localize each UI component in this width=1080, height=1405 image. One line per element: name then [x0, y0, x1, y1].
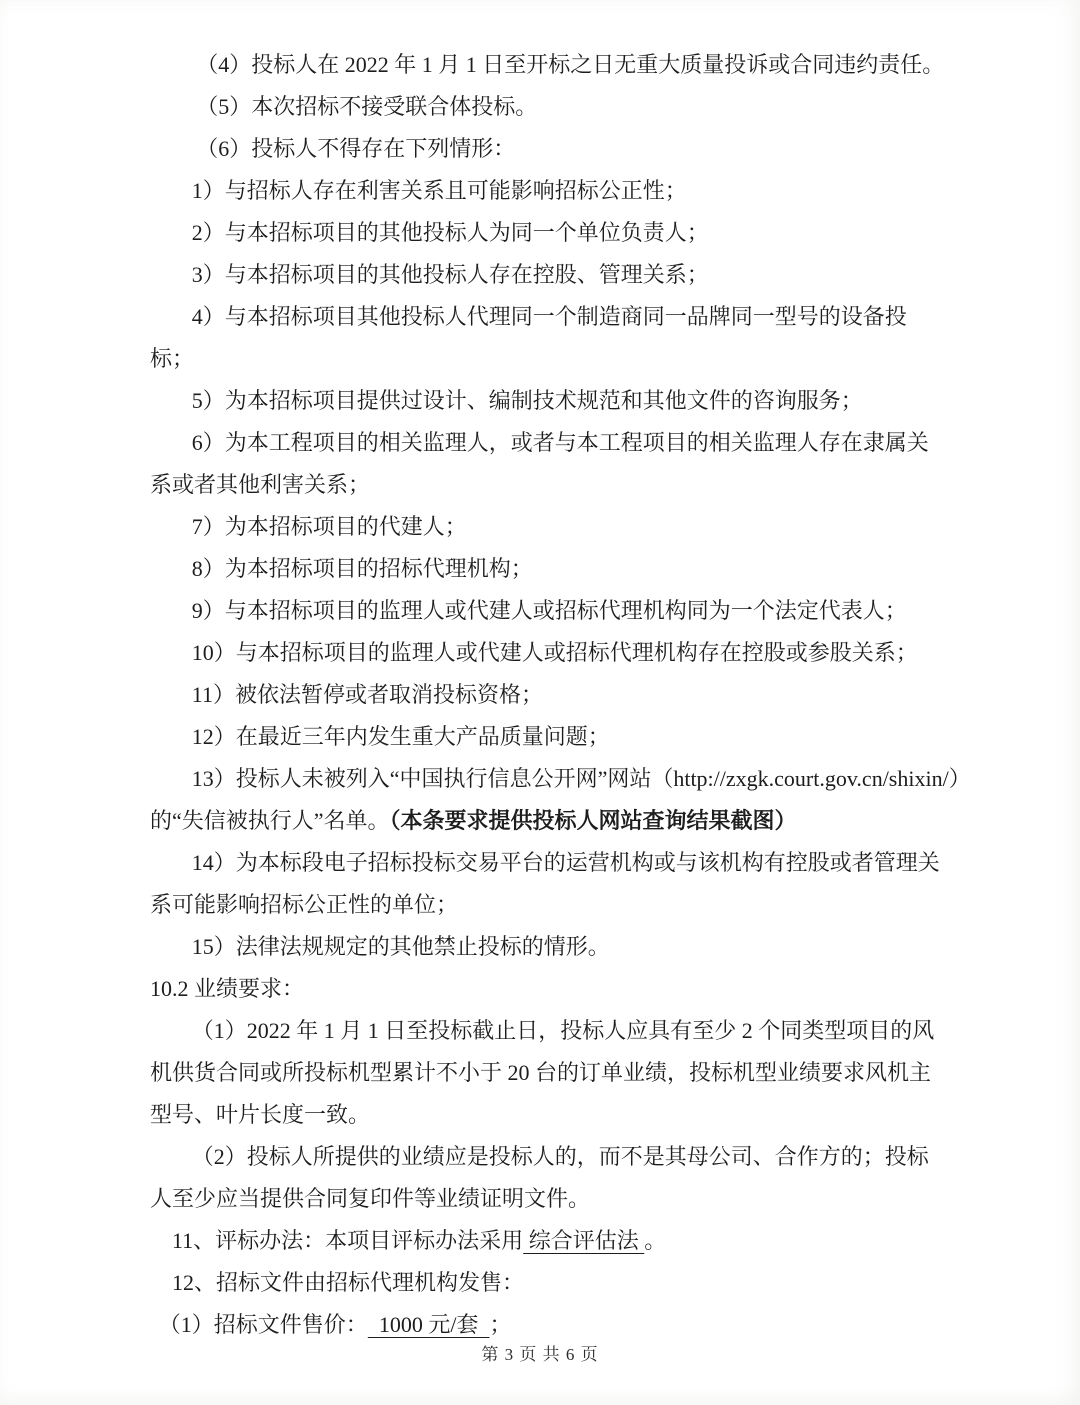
- text-run: 6）为本工程项目的相关监理人，或者与本工程项目的相关监理人存在隶属关系或者其他利害关系；: [150, 430, 929, 497]
- paragraph: [150, 716, 945, 758]
- text-run: 7）为本招标项目的代建人；: [191, 514, 467, 539]
- underlined-value: 1000 元/套: [367, 1312, 490, 1337]
- paragraph: [150, 44, 945, 86]
- text-run: 14）为本标段电子招标投标交易平台的运营机构或与该机构有控股或者管理关系可能影响招标公正性的单位；: [150, 850, 940, 917]
- paragraph: [150, 1220, 945, 1262]
- text-run: ；: [489, 1312, 512, 1337]
- text-run: （1）2022 年 1 月 1 日至投标截止日，投标人应具有至少 2 个同类型项目的风机供货合同或所投标机型累计不小于 20 台的订单业绩，投标机型业绩要求风机主型号、叶片长度一致。: [150, 1018, 935, 1127]
- text-run: 4）与本招标项目其他投标人代理同一个制造商同一品牌同一型号的设备投标；: [150, 304, 907, 371]
- paragraph: [150, 842, 945, 926]
- paragraph: [150, 548, 945, 590]
- text-run: （2）投标人所提供的业绩应是投标人的，而不是其母公司、合作方的；投标人至少应当提供合同复印件等业绩证明文件。: [150, 1144, 929, 1211]
- text-run: 10.2 业绩要求：: [150, 976, 305, 1001]
- paragraph: [150, 758, 971, 842]
- text-run: （1）招标文件售价：: [158, 1312, 368, 1337]
- paragraph: [150, 170, 945, 212]
- paragraph: [150, 1010, 945, 1136]
- page-number: 第 3 页 共 6 页: [481, 1345, 599, 1364]
- paragraph: [150, 674, 945, 716]
- text-run: （5）本次招标不接受联合体投标。: [196, 94, 538, 119]
- paragraph: [150, 128, 945, 170]
- paragraph: [150, 254, 945, 296]
- text-run: 12、招标文件由招标代理机构发售：: [172, 1270, 525, 1295]
- text-run: 13）投标人未被列入“中国执行信息公开网”网站（http://zxgk.court.gov.cn/shixin/）: [191, 766, 971, 791]
- text-run: 5）为本招标项目提供过设计、编制技术规范和其他文件的咨询服务；: [191, 388, 863, 413]
- text-run: 2）与本招标项目的其他投标人为同一个单位负责人；: [191, 220, 709, 245]
- text-run: 11）被依法暂停或者取消投标资格；: [191, 682, 543, 707]
- text-run: 的“失信被执行人”名单。: [150, 808, 390, 833]
- text-run: （4）投标人在 2022 年 1 月 1 日至开标之日无重大质量投诉或合同违约责任。: [196, 52, 945, 77]
- text-run: 8）为本招标项目的招标代理机构；: [191, 556, 533, 581]
- paragraph: [150, 212, 945, 254]
- paragraph: [150, 926, 945, 968]
- text-run: 1）与招标人存在利害关系且可能影响招标公正性；: [191, 178, 687, 203]
- text-run: （6）投标人不得存在下列情形：: [196, 136, 516, 161]
- paragraph: [150, 1262, 945, 1304]
- underlined-value: 综合评估法: [523, 1228, 645, 1253]
- text-run: 3）与本招标项目的其他投标人存在控股、管理关系；: [191, 262, 709, 287]
- paragraph: [150, 968, 945, 1010]
- paragraph: [150, 422, 945, 506]
- text-run: 9）与本招标项目的监理人或代建人或招标代理机构同为一个法定代表人；: [191, 598, 907, 623]
- document-body: [150, 44, 971, 1346]
- text-run: 12）在最近三年内发生重大产品质量问题；: [191, 724, 610, 749]
- paragraph: [150, 590, 945, 632]
- paragraph: [150, 1136, 945, 1220]
- paragraph: [150, 506, 945, 548]
- bold-note: （本条要求提供投标人网站查询结果截图）: [389, 808, 797, 833]
- text-run: 。: [644, 1228, 667, 1253]
- text-run: 11、评标办法：本项目评标办法采用: [172, 1228, 524, 1253]
- paragraph: [150, 380, 945, 422]
- text-run: 15）法律法规规定的其他禁止投标的情形。: [191, 934, 610, 959]
- text-run: 10）与本招标项目的监理人或代建人或招标代理机构存在控股或参股关系；: [191, 640, 918, 665]
- paragraph: [150, 86, 945, 128]
- paragraph: [150, 296, 945, 380]
- paragraph: [150, 632, 945, 674]
